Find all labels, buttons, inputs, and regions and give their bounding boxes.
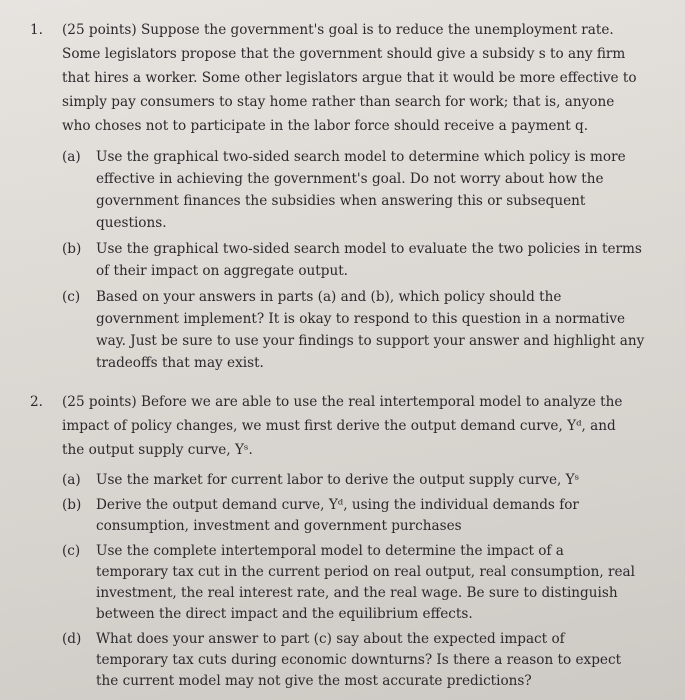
part-label: (c) bbox=[62, 289, 81, 305]
part-text: Use the graphical two-sided search model to determine which policy is more effective in achieving the government's goal. Do not worry about how the government finances the subsidies when answering this or subsequent questions. bbox=[96, 149, 626, 231]
part-b bbox=[62, 238, 645, 282]
part-label: (b) bbox=[62, 497, 82, 513]
part-text: Use the graphical two-sided search model to evaluate the two policies in terms of their impact on aggregate output. bbox=[96, 241, 642, 279]
part-a bbox=[62, 146, 645, 234]
part-c bbox=[62, 541, 635, 625]
part-label: (a) bbox=[62, 472, 81, 488]
part-text: Derive the output demand curve, Yᵈ, using the individual demands for consumption, investment and government purchases bbox=[96, 497, 579, 534]
part-text: Use the complete intertemporal model to determine the impact of a temporary tax cut in the current period on real output, real consumption, real investment, the real interest rate, and the real wage. Be sure to distinguish between the direct impact and the equilibrium effects. bbox=[96, 543, 635, 622]
part-label: (c) bbox=[62, 543, 81, 559]
part-label: (b) bbox=[62, 241, 82, 257]
part-label: (a) bbox=[62, 149, 81, 165]
question-2 bbox=[30, 390, 645, 696]
part-text: Based on your answers in parts (a) and (b), which policy should the government implement? It is okay to respond to this question in a normative way. Just be sure to use your findings to support your answer and highlight any tradeoffs that may exist. bbox=[96, 289, 645, 371]
question-number: 1. bbox=[30, 22, 43, 38]
part-a bbox=[62, 470, 635, 491]
part-text: What does your answer to part (c) say about the expected impact of temporary tax cuts during economic downturns? Is there a reason to expect the current model may not give the most accurate predictions? bbox=[96, 631, 622, 689]
part-text: Use the market for current labor to derive the output supply curve, Yˢ bbox=[96, 472, 580, 488]
question-parts bbox=[62, 146, 645, 374]
question-number: 2. bbox=[30, 394, 43, 410]
question-text: (25 points) Before we are able to use the real intertemporal model to analyze the impact of policy changes, we must first derive the output demand curve, Yᵈ, and the output supply curve, Yˢ. bbox=[62, 394, 623, 458]
part-b bbox=[62, 495, 635, 537]
part-label: (d) bbox=[62, 631, 82, 647]
question-1 bbox=[30, 18, 645, 378]
question-text: (25 points) Suppose the government's goal is to reduce the unemployment rate. Some legislators propose that the government should give a subsidy s to any firm that hires a worker. Some other legislators argue that it would be more effective to simply pay consumers to stay home rather than search for work; that is, anyone who choses not to participate in the labor force should receive a payment q. bbox=[62, 22, 637, 134]
question-parts bbox=[62, 470, 635, 692]
part-c bbox=[62, 286, 645, 374]
part-d bbox=[62, 629, 635, 692]
